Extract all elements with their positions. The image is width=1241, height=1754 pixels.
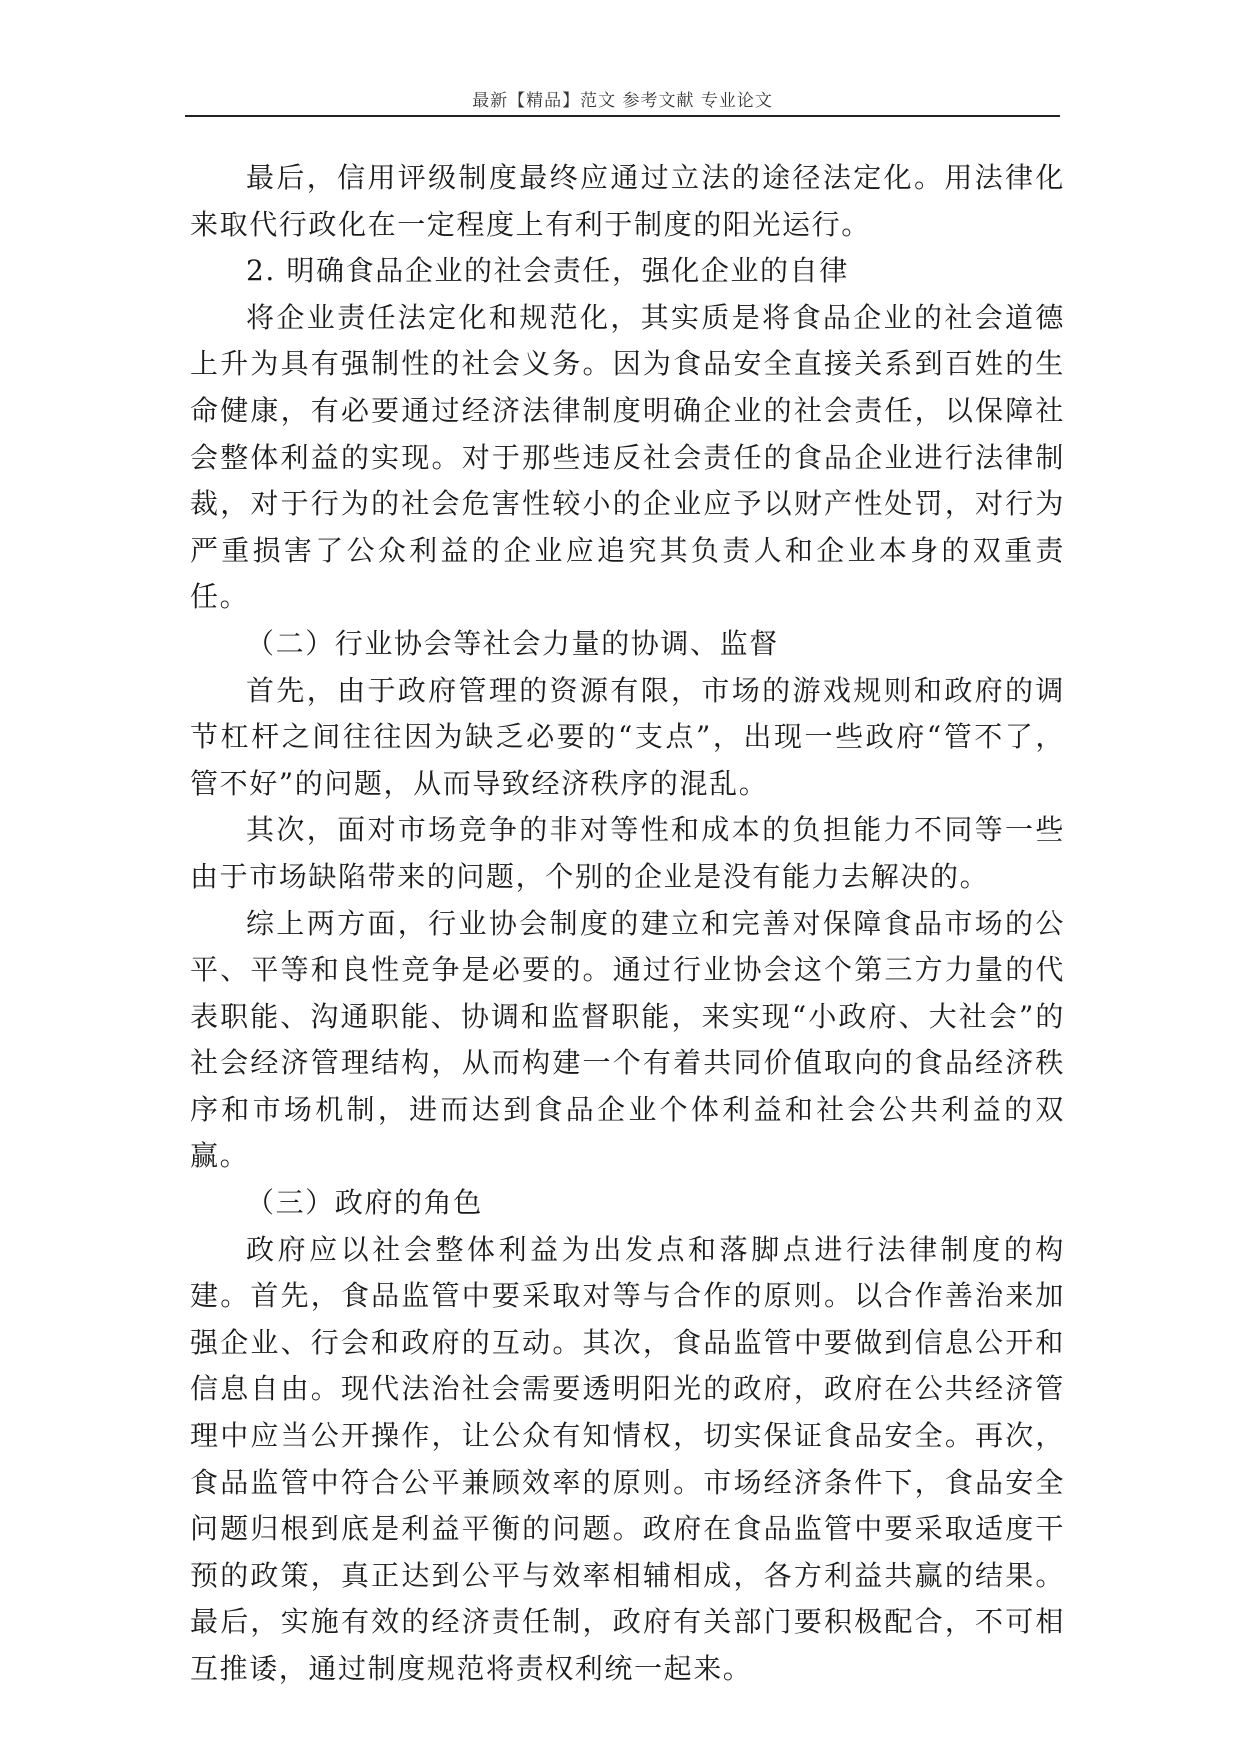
paragraph-corporate-responsibility: 将企业责任法定化和规范化，其实质是将食品企业的社会道德上升为具有强制性的社会义务。因为食品安全直接关系到百姓的生命健康，有必要通过经济法律制度明确企业的社会责任，以保障社会整体利益的实现。对于那些违反社会责任的食品企业进行法律制裁，对于行为的社会危害性较小的企业应予以财产性处罚，对行为严重损害了公众利益的企业应追究其负责人和企业本身的双重责任。 (190, 300, 1065, 614)
paragraph-credit-rating: 最后，信用评级制度最终应通过立法的途径法定化。用法律化来取代行政化在一定程度上有利于制度的阳光运行。 (190, 161, 1065, 241)
header-rule (185, 115, 1060, 117)
document-body (190, 155, 1065, 1693)
paragraph-first-reason: 首先，由于政府管理的资源有限，市场的游戏规则和政府的调节杠杆之间往往因为缺乏必要的“支点”，出现一些政府“管不了，管不好”的问题，从而导致经济秩序的混乱。 (190, 673, 1065, 800)
section-heading-industry-associations: （二）行业协会等社会力量的协调、监督 (246, 626, 779, 660)
paragraph-summary: 综上两方面，行业协会制度的建立和完善对保障食品市场的公平、平等和良性竞争是必要的。通过行业协会这个第三方力量的代表职能、沟通职能、协调和监督职能，来实现“小政府、大社会”的社会经济管理结构，从而构建一个有着共同价值取向的食品经济秩序和市场机制，进而达到食品企业个体利益和社会公共利益的双赢。 (190, 906, 1065, 1173)
paragraph-government-role: 政府应以社会整体利益为出发点和落脚点进行法律制度的构建。首先，食品监管中要采取对等与合作的原则。以合作善治来加强企业、行会和政府的互动。其次，食品监管中要做到信息公开和信息自由。现代法治社会需要透明阳光的政府，政府在公共经济管理中应当公开操作，让公众有知情权，切实保证食品安全。再次，食品监管中符合公平兼顾效率的原则。市场经济条件下，食品安全问题归根到底是利益平衡的问题。政府在食品监管中要采取适度干预的政策，真正达到公平与效率相辅相成，各方利益共赢的结果。最后，实施有效的经济责任制，政府有关部门要积极配合，不可相互推诿，通过制度规范将责权利统一起来。 (190, 1232, 1065, 1685)
section-heading-government-role: （三）政府的角色 (246, 1186, 483, 1220)
page-header: 最新【精品】范文 参考文献 专业论文 (472, 91, 773, 111)
section-heading-corporate-responsibility: 2. 明确食品企业的社会责任，强化企业的自律 (246, 254, 849, 288)
paragraph-second-reason: 其次，面对市场竞争的非对等性和成本的负担能力不同等一些由于市场缺陷带来的问题，个别的企业是没有能力去解决的。 (190, 813, 1065, 893)
